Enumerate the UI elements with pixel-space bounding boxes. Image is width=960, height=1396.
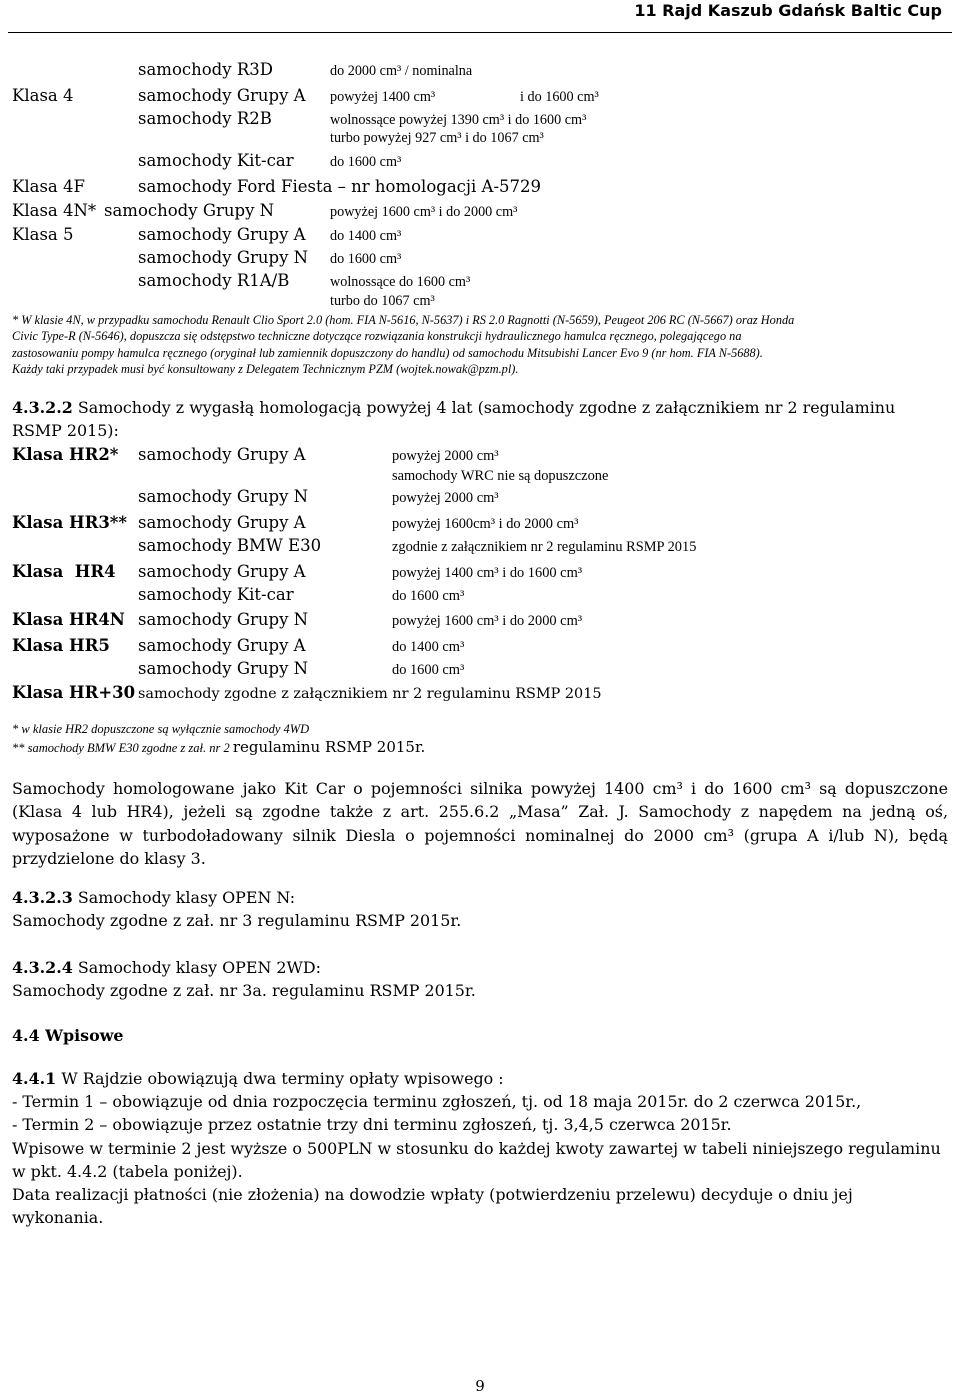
class-row <box>0 127 960 149</box>
engine-spec: do 1600 cm³ <box>330 251 402 267</box>
engine-spec: powyżej 1600 cm³ i do 2000 cm³ <box>330 204 518 220</box>
section-number: 4.3.2.4 <box>12 958 73 977</box>
fee-term-1: - Termin 1 – obowiązuje od dnia rozpoczęcia terminu zgłoszeń, tj. od 18 maja 2015r. do 2 czerwca 2015r., <box>12 1092 862 1111</box>
engine-spec: zgodnie z załącznikiem nr 2 regulaminu RSMP 2015 <box>392 539 697 555</box>
engine-spec: do 1600 cm³ <box>392 588 465 604</box>
class-row <box>0 635 960 657</box>
class-row <box>0 561 960 583</box>
engine-spec: turbo do 1067 cm³ <box>330 293 435 309</box>
section-intro: W Rajdzie obowiązują dwa terminy opłaty wpisowego : <box>61 1069 504 1088</box>
section-4322-line2: RSMP 2015): <box>12 421 119 440</box>
class-row <box>0 270 960 292</box>
note-line: Civic Type-R (N-5646), dopuszcza się odstępstwo techniczne dotyczące rozwiązania konstrukcji hydraulicznego hamulca ręcznego, polegającego na <box>12 329 742 343</box>
engine-spec: do 1600 cm³ <box>330 154 402 170</box>
car-type: samochody Grupy A <box>138 445 306 464</box>
section-title: Samochody klasy OPEN N: <box>77 888 296 907</box>
section-text: Samochody z wygasłą homologacją powyżej 4 lat (samochody zgodne z załącznikiem nr 2 regulaminu <box>77 398 896 417</box>
section-4324-text: Samochody zgodne z zał. nr 3a. regulaminu RSMP 2015r. <box>12 981 476 1000</box>
class-row <box>0 59 960 81</box>
car-type: samochody R2B <box>138 109 272 128</box>
car-type: samochody Grupy N <box>138 248 309 267</box>
car-type: samochody Grupy A <box>138 225 306 244</box>
class-label: Klasa 4 <box>12 86 74 105</box>
class-label: Klasa HR3** <box>12 513 128 532</box>
section-number: 4.4.1 <box>12 1069 57 1088</box>
engine-spec: powyżej 2000 cm³ <box>392 490 499 506</box>
class-label: Klasa HR+30 <box>12 683 136 702</box>
fee-term-2: - Termin 2 – obowiązuje przez ostatnie trzy dni terminu zgłoszeń, tj. 3,4,5 czerwca 2015r. <box>12 1115 732 1134</box>
header-divider <box>8 32 952 33</box>
class-row <box>0 535 960 557</box>
car-type: samochody Grupy A <box>138 513 306 532</box>
car-type: samochody Kit-car <box>138 151 294 170</box>
car-type: samochody Grupy A <box>138 636 306 655</box>
engine-spec: turbo powyżej 927 cm³ i do 1067 cm³ <box>330 130 544 146</box>
engine-spec: samochody WRC nie są dopuszczone <box>392 468 609 484</box>
car-type: samochody BMW E30 <box>138 536 322 555</box>
engine-spec: do 1600 cm³ <box>392 662 465 678</box>
footnote-hr3 <box>12 738 425 757</box>
class-row <box>0 247 960 269</box>
section-441-heading <box>12 1068 504 1090</box>
section-4322-heading <box>12 397 895 419</box>
car-type: samochody Grupy A <box>138 86 306 105</box>
kitcar-paragraph: Samochody homologowane jako Kit Car o pojemności silnika powyżej 1400 cm³ i do 1600 cm³ są dopuszczone (Klasa 4 lub HR4), jeżeli są zgodne także z art. 255.6.2 „Masa” Zał. J. Samochody z napędem na jedną oś, wyposażone w turbodoładowany silnik Diesla o pojemności nominalnej do 2000 cm³ (grupa A i/lub N), będą przydzielone do klasy 3. <box>12 779 948 868</box>
class-row <box>0 682 960 704</box>
class-row <box>0 224 960 246</box>
class-label: Klasa HR2* <box>12 445 119 464</box>
class-row <box>0 584 960 606</box>
engine-spec: do 2000 cm³ / nominalna <box>330 63 473 79</box>
class-row <box>0 658 960 680</box>
engine-spec: powyżej 1400 cm³ <box>330 89 436 105</box>
footnote-hr3-italic: ** samochody BMW E30 zgodne z zał. nr 2 <box>12 741 230 755</box>
car-type: samochody R1A/B <box>138 271 290 290</box>
page-number: 9 <box>475 1377 485 1395</box>
engine-spec: wolnossące do 1600 cm³ <box>330 274 471 290</box>
engine-spec: do 1400 cm³ <box>392 639 465 655</box>
engine-spec: do 1400 cm³ <box>330 228 402 244</box>
engine-spec-upper: i do 1600 cm³ <box>520 89 599 105</box>
car-type: samochody Grupy N <box>104 201 275 220</box>
engine-spec: wolnossące powyżej 1390 cm³ i do 1600 cm³ <box>330 112 587 128</box>
car-type: samochody Grupy A <box>138 562 306 581</box>
car-type: samochody Grupy N <box>138 659 309 678</box>
class-row <box>0 85 960 107</box>
footnote-hr2: * w klasie HR2 dopuszczone są wyłącznie samochody 4WD <box>12 722 310 736</box>
class-row <box>0 609 960 631</box>
section-4323-heading <box>12 887 295 909</box>
engine-spec: powyżej 1600 cm³ i do 2000 cm³ <box>392 613 583 629</box>
class-row <box>0 512 960 534</box>
class-row <box>0 200 960 222</box>
fee-increase-text: Wpisowe w terminie 2 jest wyższe o 500PLN w stosunku do każdej kwoty zawartej w tabeli niniejszego regulaminu w pkt. 4.4.2 (tabela poniżej). <box>12 1139 941 1182</box>
car-type: samochody Ford Fiesta – nr homologacji A-5729 <box>138 177 542 196</box>
class-row <box>0 486 960 508</box>
car-type: samochody R3D <box>138 60 273 79</box>
section-4323-text: Samochody zgodne z zał. nr 3 regulaminu RSMP 2015r. <box>12 911 462 930</box>
engine-spec: powyżej 2000 cm³ <box>392 448 499 464</box>
payment-date-text: Data realizacji płatności (nie złożenia) na dowodzie wpłaty (potwierdzeniu przelewu) decyduje o dniu jej wykonania. <box>12 1185 853 1228</box>
class-label: Klasa 4F <box>12 177 85 196</box>
engine-spec: powyżej 1400 cm³ i do 1600 cm³ <box>392 565 583 581</box>
class-row <box>0 465 960 487</box>
document-header-title: 11 Rajd Kaszub Gdańsk Baltic Cup <box>634 1 942 20</box>
section-44-heading: 4.4 Wpisowe <box>12 1026 124 1045</box>
car-type: samochody Grupy N <box>138 487 309 506</box>
section-number: 4.3.2.2 <box>12 398 73 417</box>
note-line: * W klasie 4N, w przypadku samochodu Renault Clio Sport 2.0 (hom. FIA N-5616, N-5637) i RS 2.0 Ragnotti (N-5659), Peugeot 206 RC (N-5667) oraz Honda <box>12 313 795 327</box>
footnote-hr3-upright: regulaminu RSMP 2015r. <box>232 738 426 756</box>
class-row <box>0 444 960 466</box>
class-label: Klasa HR5 <box>12 636 110 655</box>
note-line: zastosowaniu pompy hamulca ręcznego (oryginał lub zamiennik dopuszczony do handlu) od samochodu Mitsubishi Lancer Evo 9 (nr hom. FIA N-5688). <box>12 346 763 360</box>
section-number: 4.3.2.3 <box>12 888 73 907</box>
class-row <box>0 176 960 198</box>
section-title: Samochody klasy OPEN 2WD: <box>77 958 321 977</box>
class-label: Klasa 5 <box>12 225 74 244</box>
car-type: samochody Kit-car <box>138 585 294 604</box>
engine-spec: powyżej 1600cm³ i do 2000 cm³ <box>392 516 579 532</box>
section-4324-heading <box>12 957 321 979</box>
class-row <box>0 290 960 312</box>
class-row <box>0 150 960 172</box>
class-label: Klasa HR4 <box>12 562 116 581</box>
class-label: Klasa HR4N <box>12 610 125 629</box>
class-label: Klasa 4N* <box>12 201 97 220</box>
car-type: samochody Grupy N <box>138 610 309 629</box>
note-line: Każdy taki przypadek musi być konsultowany z Delegatem Technicznym PZM (wojtek.nowak@pzm.pl). <box>12 362 519 376</box>
car-type: samochody zgodne z załącznikiem nr 2 regulaminu RSMP 2015 <box>138 686 602 702</box>
